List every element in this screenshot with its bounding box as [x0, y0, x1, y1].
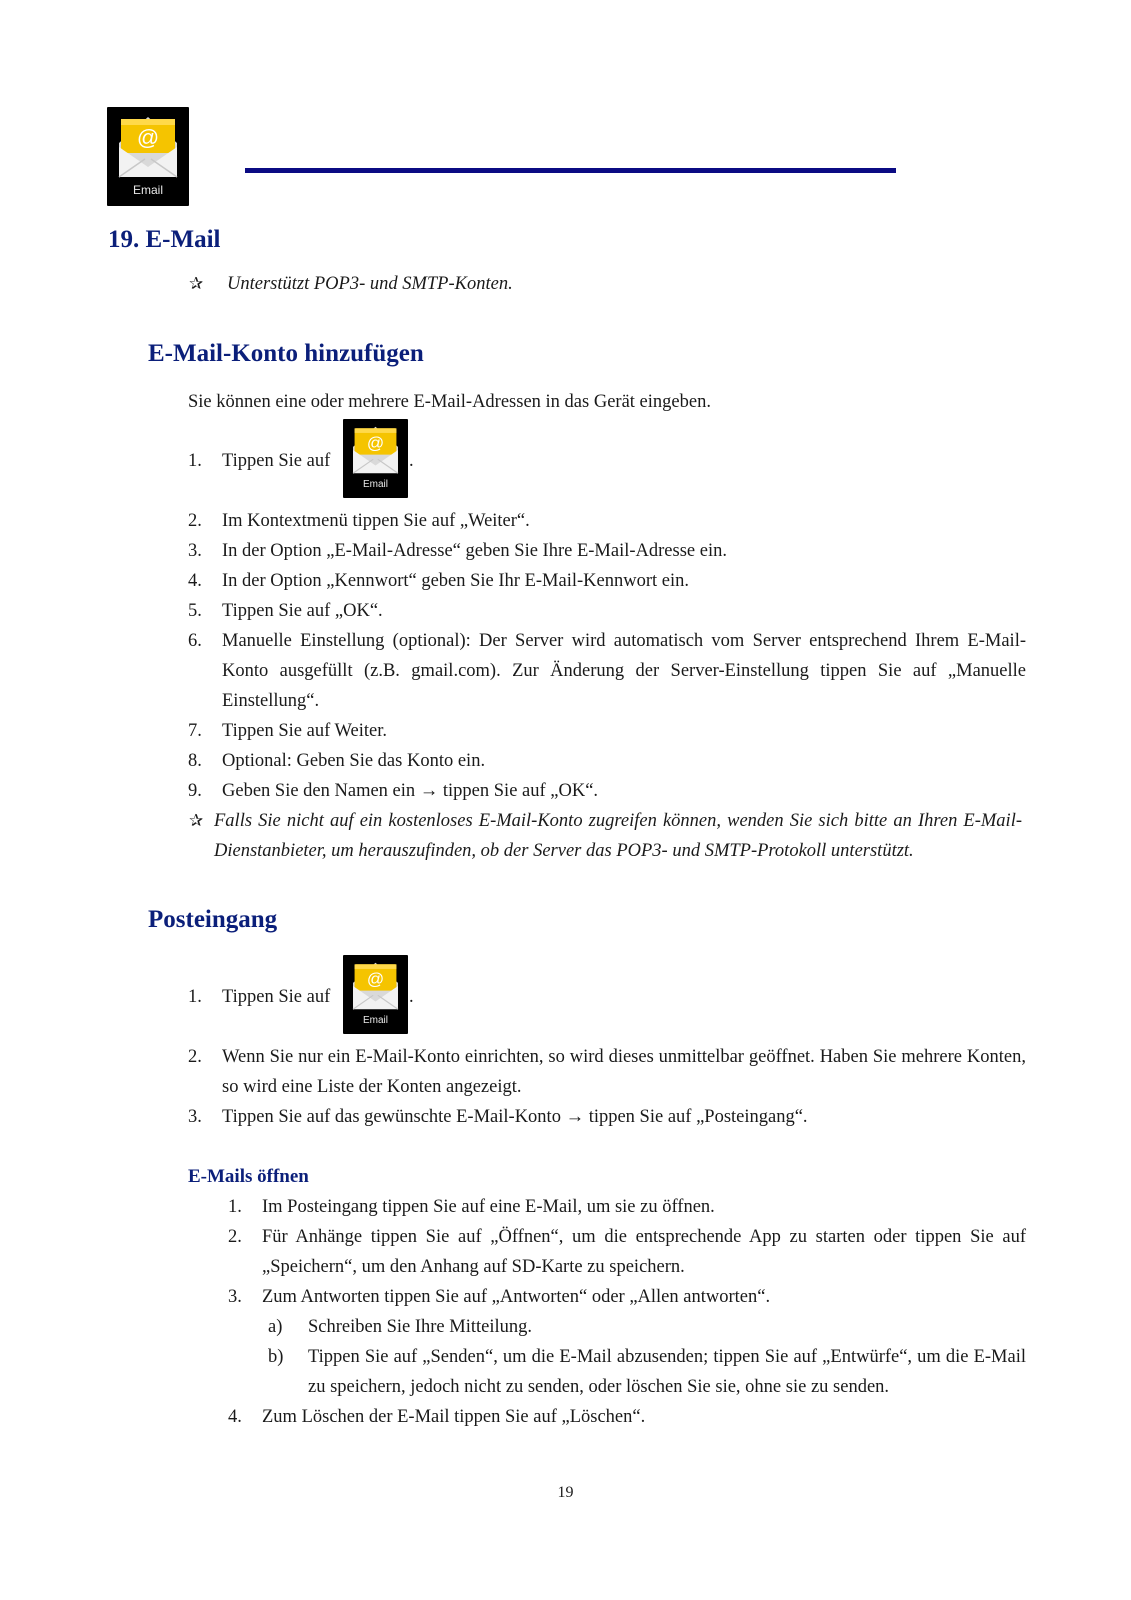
list-number: 2.	[188, 1047, 202, 1067]
list-number: 8.	[188, 751, 202, 771]
list-number: 1.	[188, 451, 202, 471]
list-item-text: Manuelle Einstellung (optional): Der Server wird automatisch vom Server entsprechend Ihrem E-Mail-Konto ausgefüllt (z.B. gmail.com). Zur Änderung der Server-Einstellung tippen Sie auf „Manuelle Einstellung“.	[222, 631, 1026, 711]
list-item-text: Im Kontextmenü tippen Sie auf „Weiter“.	[222, 511, 530, 531]
list-item-suffix: .	[409, 451, 414, 471]
list-number: b)	[268, 1347, 284, 1367]
list-number: 3.	[188, 541, 202, 561]
page-number: 19	[557, 1484, 574, 1501]
list-item-text: Tippen Sie auf „Senden“, um die E-Mail abzusenden; tippen Sie auf „Entwürfe“, um die E-Mail zu speichern, jedoch nicht zu senden, oder löschen Sie sie, ohne sie zu senden.	[308, 1347, 1026, 1397]
email-icon-label: Email	[132, 183, 163, 197]
section1-intro: Sie können eine oder mehrere E-Mail-Adressen in das Gerät eingeben.	[188, 392, 711, 412]
list-item-suffix: .	[409, 987, 414, 1007]
list-number: 2.	[188, 511, 202, 531]
email-app-icon[interactable]	[343, 955, 408, 1034]
intro-note: Unterstützt POP3- und SMTP-Konten.	[227, 274, 513, 294]
list-number: 1.	[188, 987, 202, 1007]
list-item-text: Im Posteingang tippen Sie auf eine E-Mail, um sie zu öffnen.	[262, 1197, 715, 1217]
list-number: 1.	[228, 1197, 242, 1217]
page-title: 19. E-Mail	[108, 226, 221, 253]
star-icon: ✰	[189, 811, 204, 830]
list-item-text: In der Option „E-Mail-Adresse“ geben Sie Ihre E-Mail-Adresse ein.	[222, 541, 727, 561]
section-heading-add-account: E-Mail-Konto hinzufügen	[148, 340, 424, 367]
envelope-icon	[107, 107, 189, 187]
list-item-text: Tippen Sie auf	[222, 987, 331, 1007]
header-rule	[245, 168, 896, 173]
list-item-text: Tippen Sie auf Weiter.	[222, 721, 388, 741]
list-number: 3.	[188, 1107, 202, 1127]
svg-text:@: @	[136, 125, 160, 150]
list-number: 5.	[188, 601, 202, 621]
list-item-text: Tippen Sie auf	[222, 451, 331, 471]
list-item-text: Zum Löschen der E-Mail tippen Sie auf „Löschen“.	[262, 1407, 646, 1427]
list-item-text: Schreiben Sie Ihre Mitteilung.	[308, 1317, 533, 1337]
list-item-text: Zum Antworten tippen Sie auf „Antworten“ oder „Allen antworten“.	[262, 1287, 771, 1307]
list-item-text: In der Option „Kennwort“ geben Sie Ihr E-Mail-Kennwort ein.	[222, 571, 689, 591]
email-app-icon	[107, 107, 189, 206]
list-item-text: Tippen Sie auf „OK“.	[222, 601, 383, 621]
subsection-heading-open-mails: E-Mails öffnen	[188, 1166, 309, 1187]
list-item-text: Für Anhänge tippen Sie auf „Öffnen“, um die entsprechende App zu starten oder tippen Sie auf „Speichern“, um den Anhang auf SD-Karte zu speichern.	[262, 1227, 1026, 1277]
email-app-icon[interactable]	[343, 419, 408, 498]
email-icon-label: Email	[362, 1015, 388, 1026]
list-number: 4.	[188, 571, 202, 591]
list-item-text: Wenn Sie nur ein E-Mail-Konto einrichten, so wird dieses unmittelbar geöffnet. Haben Sie mehrere Konten, so wird eine Liste der Konten angezeigt.	[222, 1047, 1026, 1097]
section-heading-inbox: Posteingang	[148, 906, 278, 933]
list-item-text: Optional: Geben Sie das Konto ein.	[222, 751, 486, 771]
list-item-text: Geben Sie den Namen ein → tippen Sie auf „OK“.	[222, 781, 599, 801]
list-number: 4.	[228, 1407, 242, 1427]
section1-note: Falls Sie nicht auf ein kostenloses E-Mail-Konto zugreifen können, wenden Sie sich bitte an Ihren E-Mail-Dienstanbieter, um herauszufinden, ob der Server das POP3- und SMTP-Protokoll unterstützt.	[214, 811, 1022, 861]
list-item-text: Tippen Sie auf das gewünschte E-Mail-Konto → tippen Sie auf „Posteingang“.	[222, 1107, 808, 1127]
star-icon: ✰	[189, 274, 204, 293]
list-number: 9.	[188, 781, 202, 801]
list-number: a)	[268, 1317, 283, 1337]
email-icon-label: Email	[362, 479, 388, 490]
envelope-icon	[343, 419, 408, 481]
list-number: 2.	[228, 1227, 242, 1247]
list-number: 6.	[188, 631, 202, 651]
svg-text:@: @	[366, 969, 385, 989]
svg-text:@: @	[366, 433, 385, 453]
list-number: 7.	[188, 721, 202, 741]
envelope-icon	[343, 955, 408, 1017]
list-number: 3.	[228, 1287, 242, 1307]
